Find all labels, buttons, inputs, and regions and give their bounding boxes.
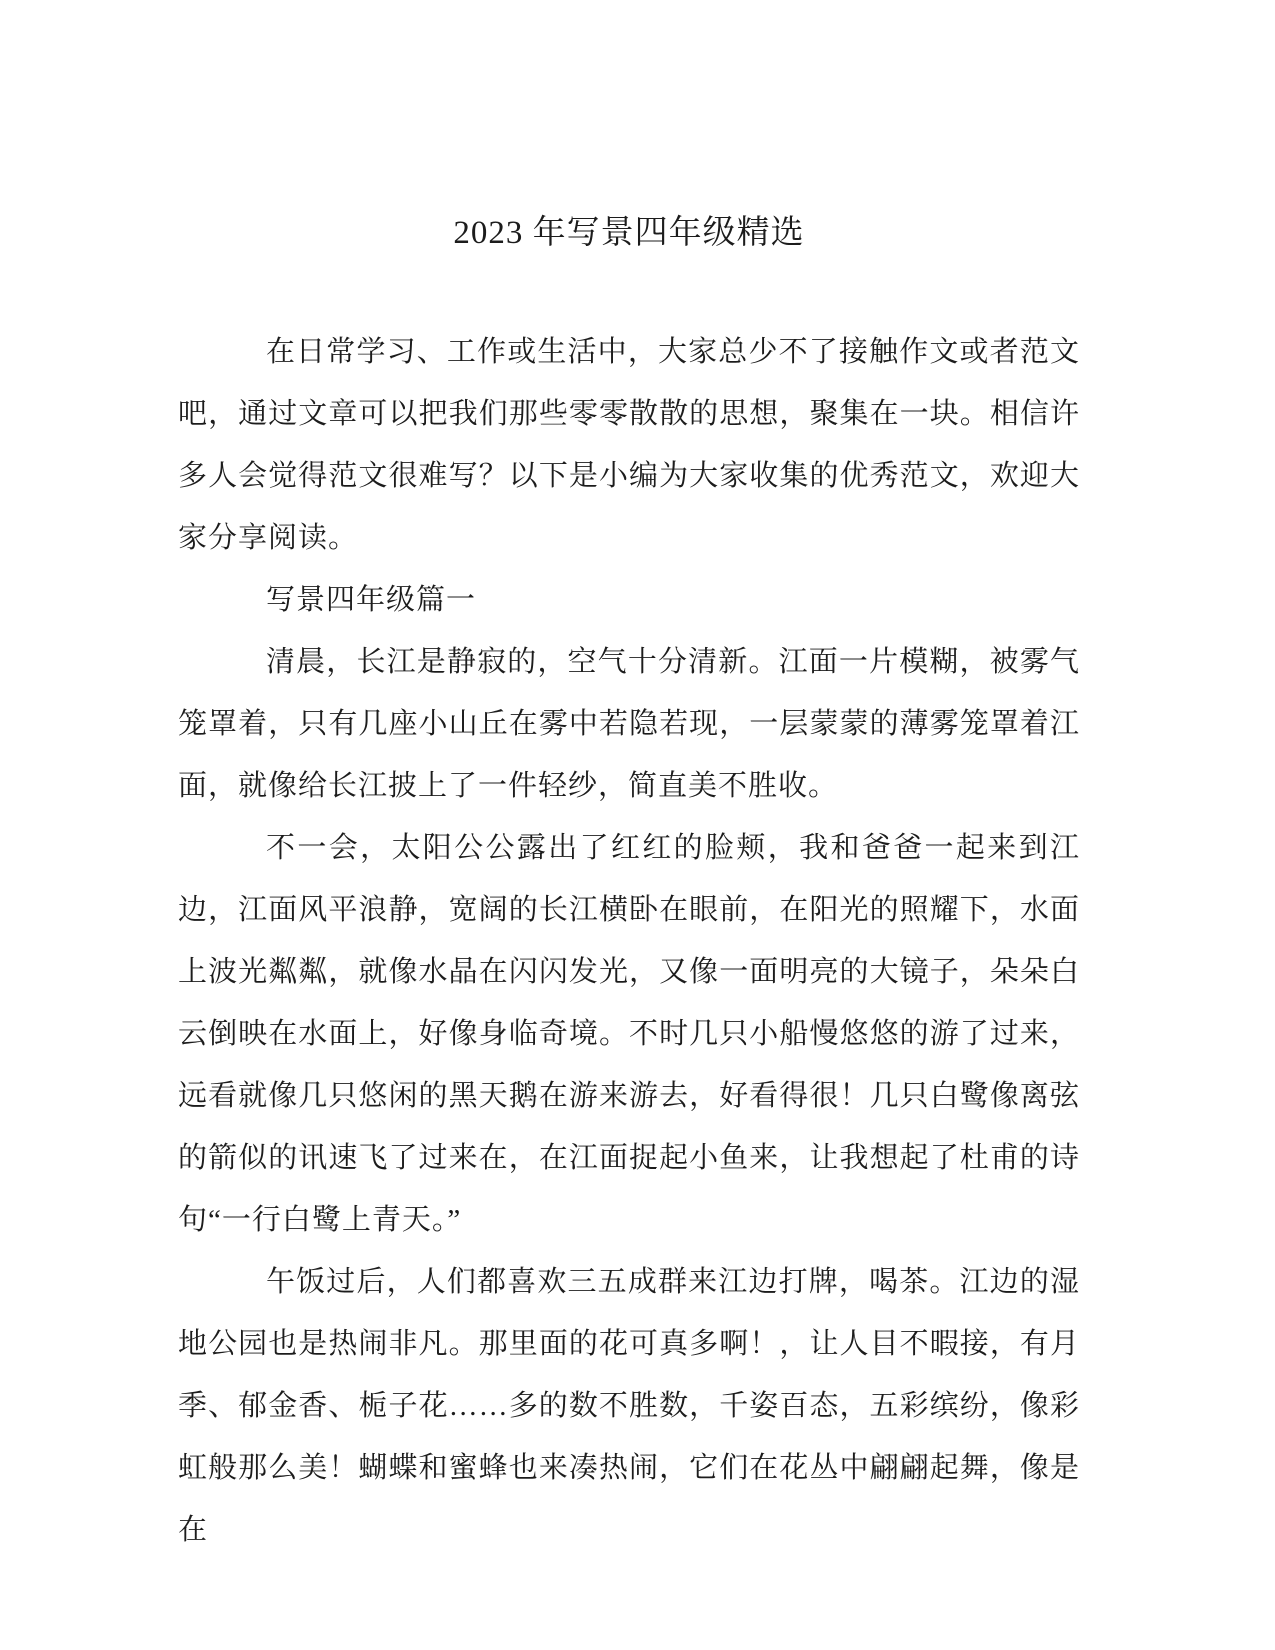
document-title: 2023 年写景四年级精选	[453, 215, 805, 251]
paragraph-intro: 在日常学习、工作或生活中，大家总少不了接触作文或者范文吧，通过文章可以把我们那些零零散散的思想，聚集在一块。相信许多人会觉得范文很难写？以下是小编为大家收集的优秀范文，欢迎大家分享阅读。	[178, 336, 1080, 554]
section-heading: 写景四年级篇一	[266, 584, 477, 616]
paragraph-sunrise-river: 不一会，太阳公公露出了红红的脸颊，我和爸爸一起来到江边，江面风平浪静，宽阔的长江横卧在眼前，在阳光的照耀下，水面上波光粼粼，就像水晶在闪闪发光，又像一面明亮的大镜子，朵朵白云倒映在水面上，好像身临奇境。不时几只小船慢悠悠的游了过来，远看就像几只悠闲的黑天鹅在游来游去，好看得很！几只白鹭像离弦的箭似的讯速飞了过来在，在江面捉起小鱼来，让我想起了杜甫的诗句“一行白鹭上青天。”	[178, 832, 1080, 1236]
paragraph-afternoon-park: 午饭过后，人们都喜欢三五成群来江边打牌，喝茶。江边的湿地公园也是热闹非凡。那里面的花可真多啊！，让人目不暇接，有月季、郁金香、栀子花……多的数不胜数，千姿百态，五彩缤纷，像彩虹般那么美！蝴蝶和蜜蜂也来凑热闹，它们在花丛中翩翩起舞，像是在	[178, 1266, 1080, 1546]
paragraph-morning-river: 清晨，长江是静寂的，空气十分清新。江面一片模糊，被雾气笼罩着，只有几座小山丘在雾中若隐若现，一层蒙蒙的薄雾笼罩着江面，就像给长江披上了一件轻纱，简直美不胜收。	[178, 646, 1080, 802]
